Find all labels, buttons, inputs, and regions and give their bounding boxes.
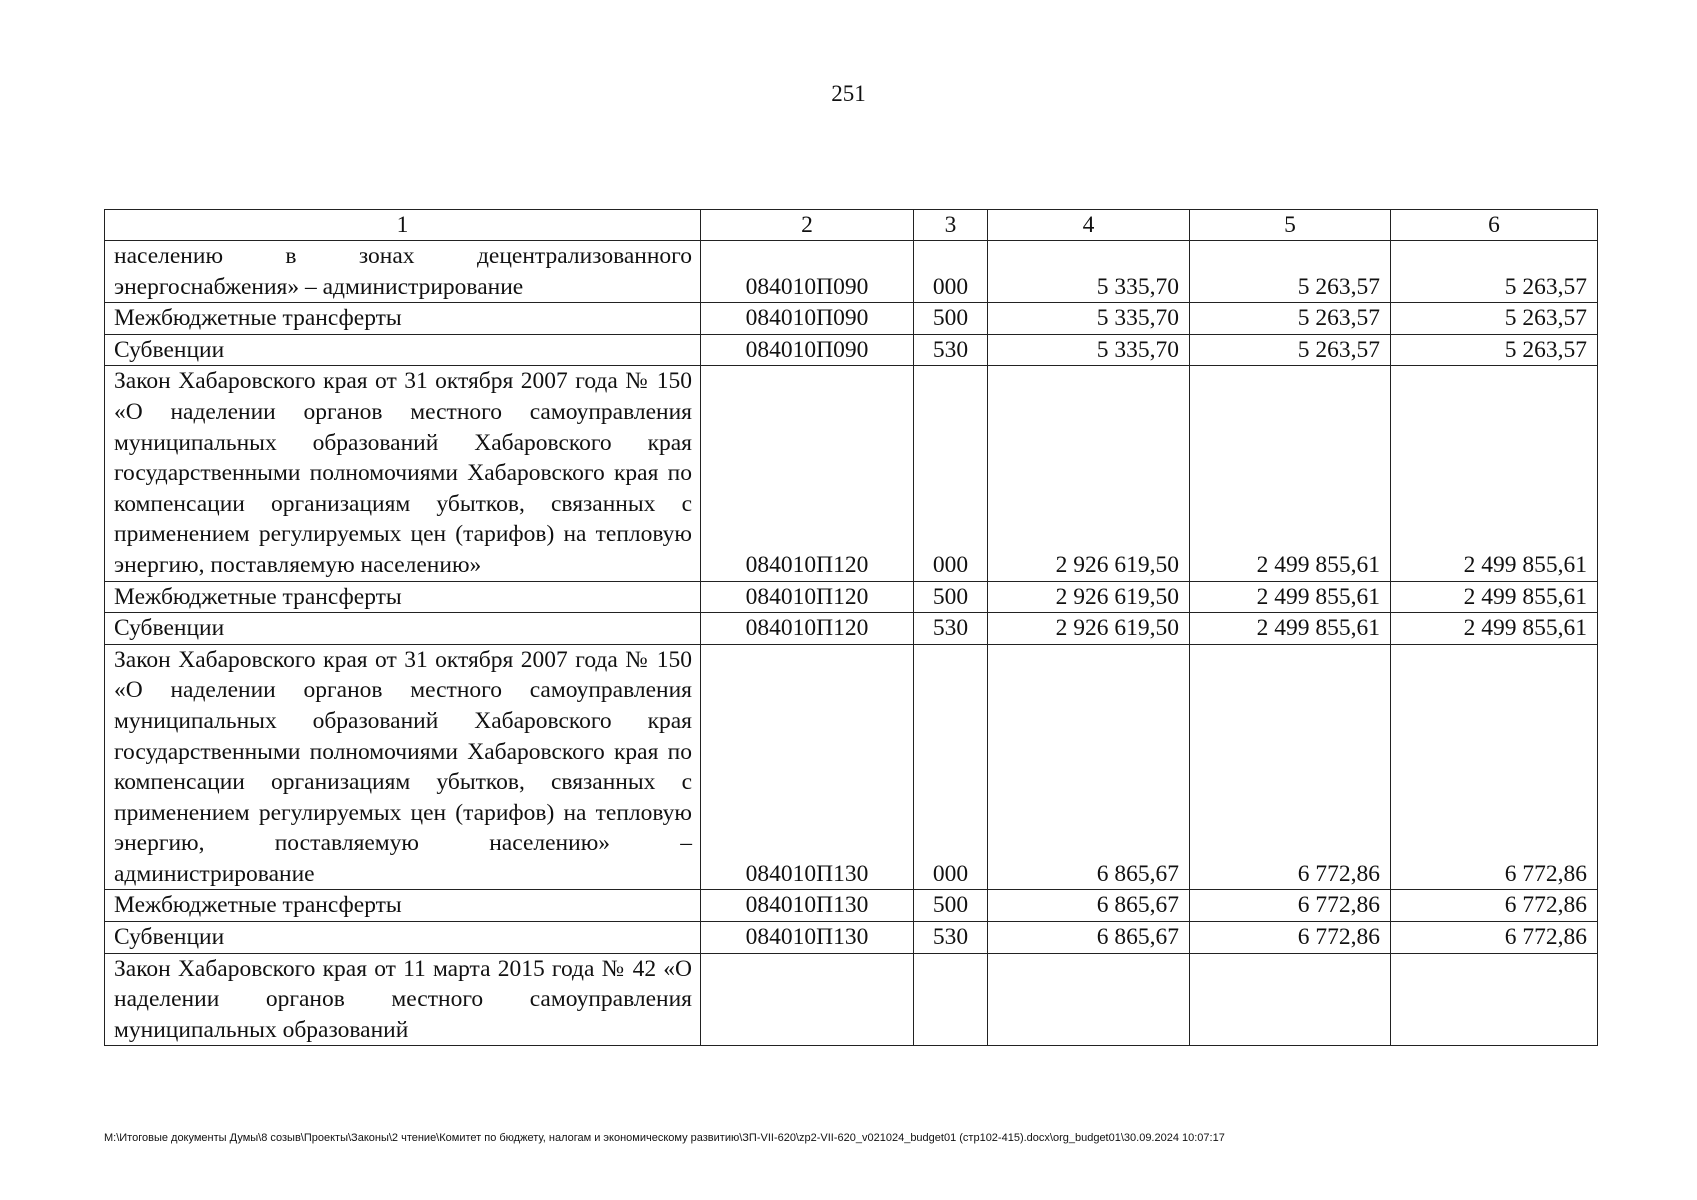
- value-cell-6: 5 263,57: [1391, 303, 1598, 335]
- document-path-footer: M:\Итоговые документы Думы\8 созыв\Проекты\Законы\2 чтение\Комитет по бюджету, налогам и экономическому развитию\ЗП-VII-620\zp2-VII-620_v021024_budget01 (стр102-415).docx\org_budget01\30.09.2024 10:07:17: [104, 1132, 1225, 1144]
- column-header: 3: [914, 210, 988, 241]
- table-row: [105, 890, 1598, 922]
- value-cell-6: 6 772,86: [1391, 644, 1598, 890]
- column-header: 4: [988, 210, 1190, 241]
- type-cell: [914, 953, 988, 1046]
- value-cell-5: 2 499 855,61: [1190, 366, 1391, 581]
- value-cell-6: 6 772,86: [1391, 922, 1598, 954]
- value-cell-4: 5 335,70: [988, 334, 1190, 366]
- type-cell: 000: [914, 241, 988, 303]
- table-row: [105, 241, 1598, 303]
- type-cell: 530: [914, 334, 988, 366]
- value-cell-6: 5 263,57: [1391, 241, 1598, 303]
- value-cell-5: 5 263,57: [1190, 241, 1391, 303]
- row-name-cell: Закон Хабаровского края от 31 октября 2007 года № 150 «О наделении органов местного самоуправления муниципальных образований Хабаровского края государственными полномочиями Хабаровского края по компенсации организациям убытков, связанных с применением регулируемых цен (тарифов) на тепловую энергию, поставляемую населению» – администрирование: [105, 644, 701, 890]
- value-cell-5: [1190, 953, 1391, 1046]
- value-cell-4: [988, 953, 1190, 1046]
- value-cell-6: [1391, 953, 1598, 1046]
- row-name-cell: Межбюджетные трансферты: [105, 581, 701, 613]
- code-cell: 084010П120: [701, 366, 914, 581]
- value-cell-4: 6 865,67: [988, 890, 1190, 922]
- value-cell-5: 5 263,57: [1190, 334, 1391, 366]
- type-cell: 500: [914, 581, 988, 613]
- code-cell: 084010П130: [701, 922, 914, 954]
- row-name-cell: Межбюджетные трансферты: [105, 890, 701, 922]
- value-cell-5: 6 772,86: [1190, 890, 1391, 922]
- row-name-cell: Межбюджетные трансферты: [105, 303, 701, 335]
- type-cell: 000: [914, 366, 988, 581]
- value-cell-5: 6 772,86: [1190, 644, 1391, 890]
- code-cell: 084010П090: [701, 241, 914, 303]
- type-cell: 000: [914, 644, 988, 890]
- type-cell: 500: [914, 890, 988, 922]
- column-header: 6: [1391, 210, 1598, 241]
- code-cell: 084010П090: [701, 334, 914, 366]
- table-row: [105, 303, 1598, 335]
- table-header-row: [105, 210, 1598, 241]
- value-cell-4: 5 335,70: [988, 303, 1190, 335]
- code-cell: 084010П120: [701, 581, 914, 613]
- row-name-cell: Субвенции: [105, 922, 701, 954]
- code-cell: 084010П130: [701, 644, 914, 890]
- column-header: 5: [1190, 210, 1391, 241]
- table-row: [105, 581, 1598, 613]
- value-cell-5: 2 499 855,61: [1190, 581, 1391, 613]
- code-cell: [701, 953, 914, 1046]
- type-cell: 530: [914, 922, 988, 954]
- table-row: [105, 953, 1598, 1046]
- type-cell: 530: [914, 613, 988, 645]
- value-cell-5: 2 499 855,61: [1190, 613, 1391, 645]
- value-cell-6: 2 499 855,61: [1391, 613, 1598, 645]
- table-row: [105, 644, 1598, 890]
- value-cell-6: 6 772,86: [1391, 890, 1598, 922]
- code-cell: 084010П120: [701, 613, 914, 645]
- type-cell: 500: [914, 303, 988, 335]
- code-cell: 084010П130: [701, 890, 914, 922]
- value-cell-4: 2 926 619,50: [988, 613, 1190, 645]
- table-row: [105, 334, 1598, 366]
- column-header: 1: [105, 210, 701, 241]
- page-number: 251: [831, 81, 866, 106]
- value-cell-4: 5 335,70: [988, 241, 1190, 303]
- row-name-cell: Закон Хабаровского края от 11 марта 2015 года № 42 «О наделении органов местного самоуправления муниципальных образований: [105, 953, 701, 1046]
- value-cell-4: 6 865,67: [988, 922, 1190, 954]
- value-cell-6: 2 499 855,61: [1391, 581, 1598, 613]
- value-cell-6: 5 263,57: [1391, 334, 1598, 366]
- table-row: [105, 366, 1598, 581]
- value-cell-4: 2 926 619,50: [988, 581, 1190, 613]
- value-cell-4: 6 865,67: [988, 644, 1190, 890]
- row-name-cell: населению в зонах децентрализованного энергоснабжения» – администрирование: [105, 241, 701, 303]
- column-header: 2: [701, 210, 914, 241]
- code-cell: 084010П090: [701, 303, 914, 335]
- table-row: [105, 613, 1598, 645]
- table-row: [105, 922, 1598, 954]
- budget-table: [104, 209, 1598, 1046]
- value-cell-5: 5 263,57: [1190, 303, 1391, 335]
- row-name-cell: Субвенции: [105, 613, 701, 645]
- value-cell-6: 2 499 855,61: [1391, 366, 1598, 581]
- value-cell-4: 2 926 619,50: [988, 366, 1190, 581]
- value-cell-5: 6 772,86: [1190, 922, 1391, 954]
- row-name-cell: Субвенции: [105, 334, 701, 366]
- row-name-cell: Закон Хабаровского края от 31 октября 2007 года № 150 «О наделении органов местного самоуправления муниципальных образований Хабаровского края государственными полномочиями Хабаровского края по компенсации организациям убытков, связанных с применением регулируемых цен (тарифов) на тепловую энергию, поставляемую населению»: [105, 366, 701, 581]
